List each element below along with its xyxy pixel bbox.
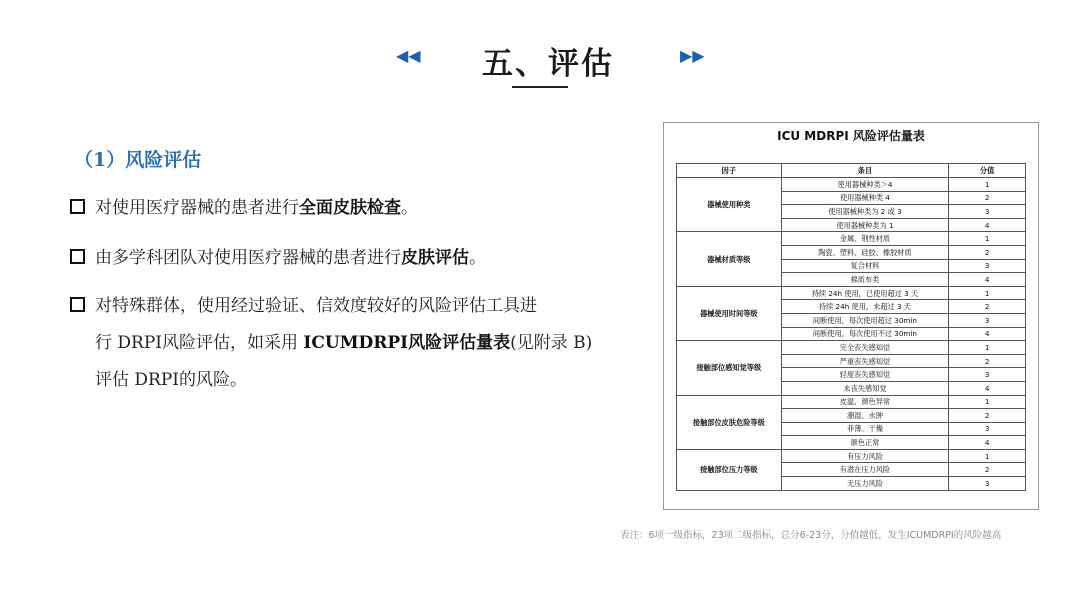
score-cell: 3: [949, 368, 1026, 382]
score-cell: 1: [949, 395, 1026, 409]
bullet-text: 。: [469, 248, 486, 268]
slide-header: [0, 38, 1080, 98]
bullet-text: 。: [401, 198, 418, 218]
checkbox-square-icon: [70, 297, 85, 312]
item-cell: 持续 24h 使用，已使用超过 3 天: [781, 286, 949, 300]
checkbox-square-icon: [70, 199, 85, 214]
double-left-arrow-icon[interactable]: ◀◀: [396, 46, 421, 65]
bullet-text: (见附录 B): [510, 333, 593, 353]
factor-cell: 器械使用时间等级: [677, 286, 782, 340]
score-cell: 2: [949, 245, 1026, 259]
item-cell: 陶瓷、塑料、硅胶、橡胶材质: [781, 245, 949, 259]
bullet-bold-text: 全面皮肤检查: [299, 198, 401, 218]
bullet-item: [70, 190, 650, 227]
double-right-arrow-icon[interactable]: ▶▶: [680, 46, 705, 65]
score-cell: 4: [949, 273, 1026, 287]
bullet-bold-text: 皮肤评估: [401, 248, 469, 268]
score-cell: 4: [949, 381, 1026, 395]
item-cell: 严重丧失感知觉: [781, 354, 949, 368]
column-header: 条目: [781, 164, 949, 178]
score-cell: 3: [949, 477, 1026, 491]
score-cell: 2: [949, 300, 1026, 314]
table-header-row: [677, 164, 1026, 178]
bullet-line: [70, 325, 650, 362]
item-cell: 棉质布类: [781, 273, 949, 287]
bullet-text: 行 DRPI风险评估，如采用: [95, 333, 304, 353]
item-cell: 间断使用，每次使用不过 30min: [781, 327, 949, 341]
score-cell: 4: [949, 436, 1026, 450]
table-row: [677, 341, 1026, 355]
table-row: [677, 395, 1026, 409]
item-cell: 有潜在压力风险: [781, 463, 949, 477]
item-cell: 使用器械种类为 2 或 3: [781, 205, 949, 219]
factor-cell: 器械材质等级: [677, 232, 782, 286]
item-cell: 无压力风险: [781, 477, 949, 491]
item-cell: 轻度丧失感知觉: [781, 368, 949, 382]
item-cell: 颜色正常: [781, 436, 949, 450]
score-cell: 2: [949, 409, 1026, 423]
table-row: [677, 286, 1026, 300]
score-cell: 2: [949, 354, 1026, 368]
item-cell: 未丧失感知觉: [781, 381, 949, 395]
score-cell: 1: [949, 232, 1026, 246]
score-cell: 4: [949, 327, 1026, 341]
bullet-text: 由多学科团队对使用医疗器械的患者进行: [95, 248, 401, 268]
column-header: 因子: [677, 164, 782, 178]
score-cell: 3: [949, 313, 1026, 327]
table-footnote: 表注：6项一级指标，23项二级指标，总分6-23分，分值越低，发生ICUMDRPI的风险越高: [620, 530, 1002, 541]
table-title: ICU MDRPI 风险评估量表: [777, 129, 925, 143]
slide-title: 五、评估: [482, 46, 614, 82]
bullet-line: 评估 DRPI的风险。: [95, 370, 247, 390]
bullet-item: [70, 240, 650, 277]
factor-cell: 接触部位压力等级: [677, 449, 782, 490]
checkbox-square-icon: [70, 249, 85, 264]
score-cell: 3: [949, 259, 1026, 273]
item-cell: 皮温、颜色异常: [781, 395, 949, 409]
bullet-text: 对特殊群体，使用经过验证、信效度较好的风险评估工具进: [95, 296, 537, 316]
score-cell: 1: [949, 286, 1026, 300]
item-cell: 间断使用，每次使用超过 30min: [781, 313, 949, 327]
score-cell: 3: [949, 205, 1026, 219]
score-cell: 1: [949, 178, 1026, 192]
item-cell: 使用器械种类为 1: [781, 218, 949, 232]
item-cell: 使用器械种类 4: [781, 191, 949, 205]
table-row: [677, 178, 1026, 192]
item-cell: 有压力风险: [781, 449, 949, 463]
score-cell: 3: [949, 422, 1026, 436]
bullet-bold-text: ICUMDRPI风险评估量表: [303, 333, 511, 353]
item-cell: 复合材料: [781, 259, 949, 273]
item-cell: 潮湿、水肿: [781, 409, 949, 423]
factor-cell: 接触部位感知觉等级: [677, 341, 782, 395]
section-heading: （1）风险评估: [74, 149, 202, 171]
factor-cell: 接触部位皮肤危险等级: [677, 395, 782, 449]
column-header: 分值: [949, 164, 1026, 178]
factor-cell: 器械使用种类: [677, 178, 782, 232]
item-cell: 菲薄、干燥: [781, 422, 949, 436]
item-cell: 持续 24h 使用，未超过 3 天: [781, 300, 949, 314]
risk-assessment-table-card: [663, 122, 1039, 510]
item-cell: 完全丧失感知觉: [781, 341, 949, 355]
table-row: [677, 449, 1026, 463]
item-cell: 金属、钢性材质: [781, 232, 949, 246]
bullet-text: 对使用医疗器械的患者进行: [95, 198, 299, 218]
bullet-item: [70, 288, 650, 399]
table-row: [677, 232, 1026, 246]
item-cell: 使用器械种类＞4: [781, 178, 949, 192]
risk-assessment-table: [676, 163, 1026, 491]
score-cell: 1: [949, 341, 1026, 355]
title-underline: [512, 86, 568, 88]
score-cell: 2: [949, 463, 1026, 477]
score-cell: 2: [949, 191, 1026, 205]
score-cell: 4: [949, 218, 1026, 232]
score-cell: 1: [949, 449, 1026, 463]
